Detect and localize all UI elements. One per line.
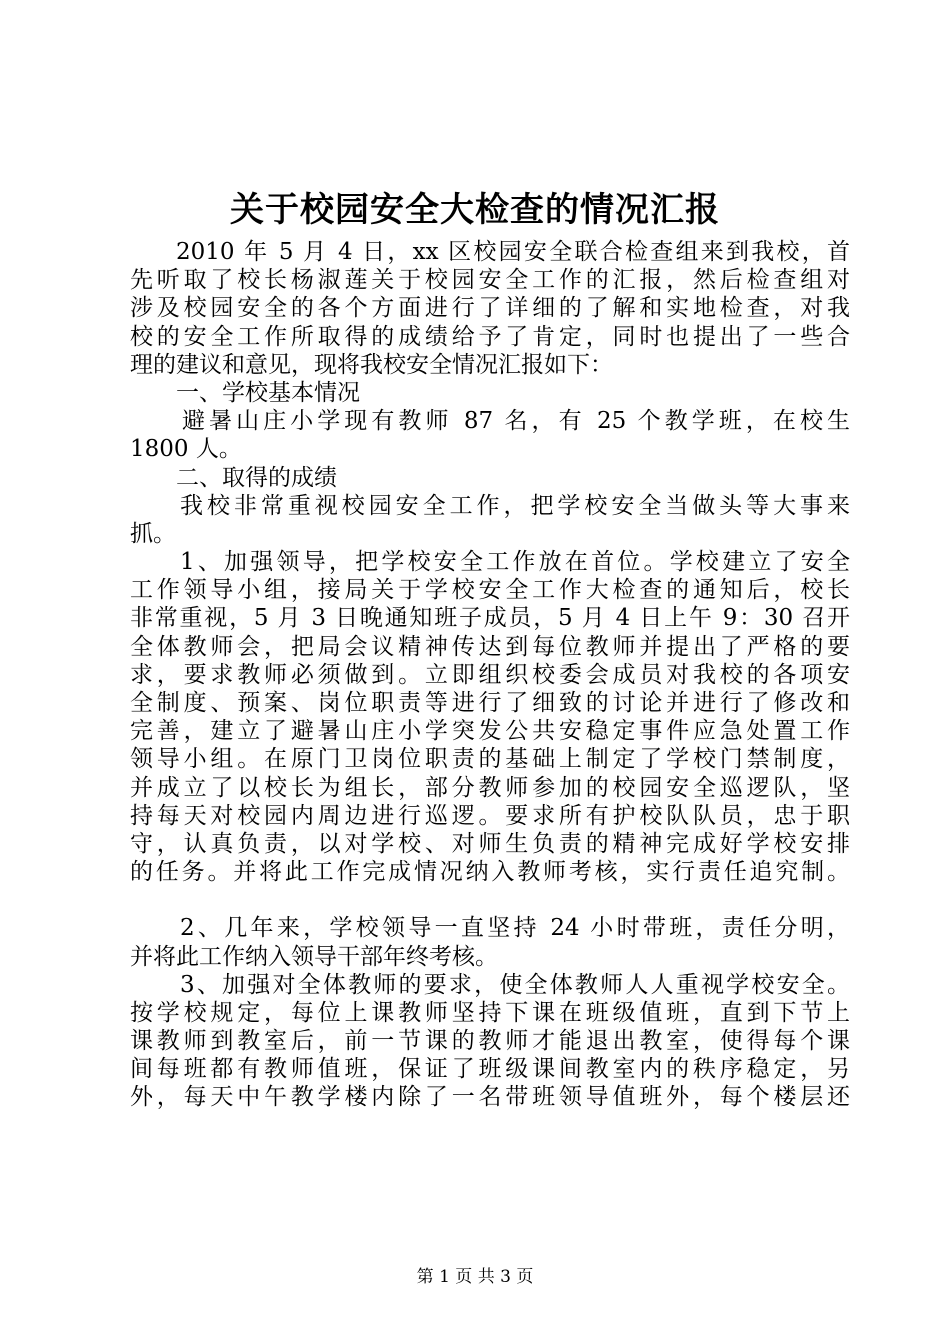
paragraph-line: 课教师到教室后，前一节课的教师才能退出教室，使得每个课 (130, 1028, 850, 1055)
paragraph-line: 先听取了校长杨淑莲关于校园安全工作的汇报，然后检查组对 (130, 267, 850, 294)
paragraph-line: 领导小组。在原门卫岗位职责的基础上制定了学校门禁制度， (130, 746, 850, 773)
section-heading: 二、取得的成绩 (176, 464, 337, 491)
paragraph-line: 2010 年 5 月 4 日，xx 区校园安全联合检查组来到我校，首 (176, 239, 850, 265)
paragraph-line: 工作领导小组，接局关于学校安全工作大检查的通知后，校长 (130, 577, 850, 604)
paragraph-line: 1、加强领导，把学校安全工作放在首位。学校建立了安全 (180, 549, 850, 576)
paragraph-line: 间每班都有教师值班，保证了班级课间教室内的秩序稳定，另 (130, 1056, 850, 1083)
paragraph-line: 外，每天中午教学楼内除了一名带班领导值班外，每个楼层还 (130, 1084, 850, 1111)
paragraph-line: 求，要求教师必须做到。立即组织校委会成员对我校的各项安 (130, 661, 850, 688)
paragraph-line: 我校非常重视校园安全工作，把学校安全当做头等大事来 (180, 492, 850, 519)
page-number: 第 1 页 共 3 页 (416, 1267, 534, 1287)
paragraph-line: 全体教师会，把局会议精神传达到每位教师并提出了严格的要 (130, 633, 850, 660)
paragraph-line: 并成立了以校长为组长，部分教师参加的校园安全巡逻队，坚 (130, 774, 850, 801)
paragraph-line: 理的建议和意见，现将我校安全情况汇报如下： (130, 351, 613, 378)
paragraph-line: 涉及校园安全的各个方面进行了详细的了解和实地检查，对我 (130, 295, 850, 322)
paragraph-line: 1800 人。 (130, 436, 242, 463)
paragraph-line: 持每天对校园内周边进行巡逻。要求所有护校队队员，忠于职 (130, 802, 850, 829)
document-title: 关于校园安全大检查的情况汇报 (230, 190, 720, 230)
paragraph-line: 抓。 (130, 520, 176, 547)
paragraph-line: 按学校规定，每位上课教师坚持下课在班级值班，直到下节上 (130, 999, 850, 1026)
section-heading: 一、学校基本情况 (176, 379, 360, 406)
paragraph-gap (130, 886, 850, 914)
paragraph-line: 全制度、预案、岗位职责等进行了细致的讨论并进行了修改和 (130, 690, 850, 716)
paragraph-line: 守，认真负责，以对学校、对师生负责的精神完成好学校安排 (130, 830, 850, 857)
paragraph-line: 避暑山庄小学现有教师 87 名，有 25 个教学班，在校生 (182, 408, 850, 435)
paragraph-line: 并将此工作纳入领导干部年终考核。 (130, 943, 498, 970)
paragraph-line: 2、几年来，学校领导一直坚持 24 小时带班，责任分明， (180, 915, 850, 942)
paragraph-line: 的任务。并将此工作完成情况纳入教师考核，实行责任追究制。 (130, 859, 850, 886)
paragraph-line: 非常重视，5 月 3 日晚通知班子成员，5 月 4 日上午 9：30 召开 (130, 605, 850, 632)
paragraph-line: 校的安全工作所取得的成绩给予了肯定，同时也提出了一些合 (130, 323, 850, 350)
document-body (130, 238, 850, 1112)
paragraph-line: 完善，建立了避暑山庄小学突发公共安稳定事件应急处置工作 (130, 718, 850, 745)
paragraph-line: 3、加强对全体教师的要求，使全体教师人人重视学校安全。 (180, 971, 850, 998)
